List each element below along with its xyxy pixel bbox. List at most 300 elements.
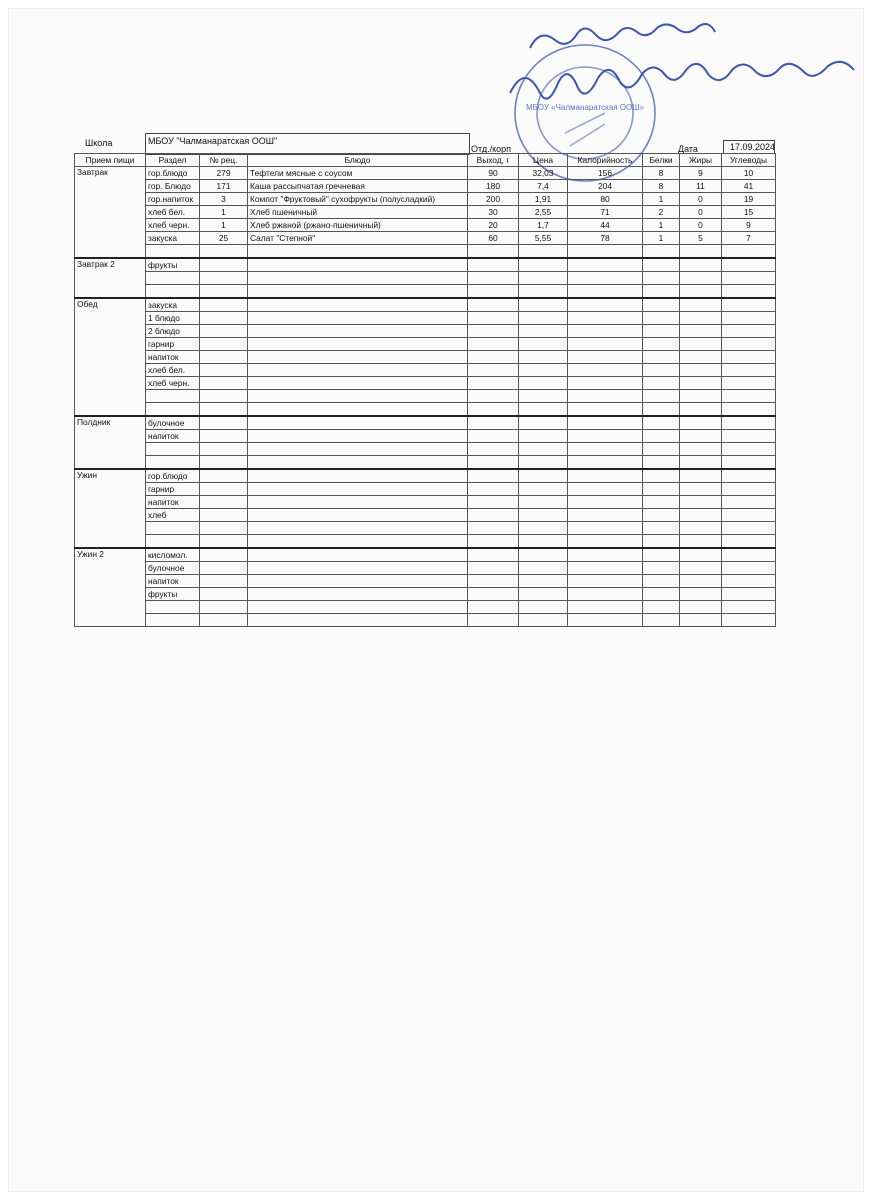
section-cell: булочное — [146, 562, 200, 575]
dish-cell — [248, 469, 468, 483]
recipe-cell: 3 — [200, 193, 248, 206]
recipe-cell — [200, 509, 248, 522]
weight-cell: 90 — [468, 167, 519, 180]
recipe-cell — [200, 548, 248, 562]
carbs-cell — [722, 456, 776, 470]
table-row — [75, 456, 776, 470]
protein-cell — [643, 364, 680, 377]
protein-cell — [643, 456, 680, 470]
dish-cell — [248, 272, 468, 285]
section-cell: закуска — [146, 232, 200, 245]
table-row — [75, 535, 776, 549]
recipe-cell — [200, 469, 248, 483]
fat-cell — [680, 338, 722, 351]
dish-cell — [248, 285, 468, 299]
carbs-cell — [722, 509, 776, 522]
table-row — [75, 193, 776, 206]
calories-cell: 204 — [568, 180, 643, 193]
dish-cell — [248, 245, 468, 259]
price-cell — [519, 522, 568, 535]
carbs-cell — [722, 562, 776, 575]
dish-cell — [248, 338, 468, 351]
carbs-cell — [722, 403, 776, 417]
price-cell — [519, 562, 568, 575]
price-cell — [519, 416, 568, 430]
fat-cell — [680, 325, 722, 338]
protein-cell — [643, 601, 680, 614]
weight-cell: 60 — [468, 232, 519, 245]
col-header-protein: Белки — [643, 154, 680, 167]
calories-cell — [568, 548, 643, 562]
weight-cell — [468, 272, 519, 285]
calories-cell — [568, 456, 643, 470]
recipe-cell — [200, 351, 248, 364]
recipe-cell — [200, 575, 248, 588]
section-cell: хлеб черн. — [146, 219, 200, 232]
dish-cell — [248, 509, 468, 522]
dish-cell — [248, 390, 468, 403]
protein-cell — [643, 469, 680, 483]
weight-cell: 200 — [468, 193, 519, 206]
section-cell: гарнир — [146, 338, 200, 351]
section-cell: хлеб бел. — [146, 364, 200, 377]
table-row — [75, 416, 776, 430]
section-cell: гарнир — [146, 483, 200, 496]
weight-cell — [468, 456, 519, 470]
recipe-cell — [200, 496, 248, 509]
recipe-cell: 25 — [200, 232, 248, 245]
school-name: МБОУ "Чалманаратская ООШ" — [148, 136, 278, 146]
fat-cell — [680, 601, 722, 614]
calories-cell — [568, 483, 643, 496]
calories-cell — [568, 509, 643, 522]
recipe-cell — [200, 390, 248, 403]
protein-cell — [643, 548, 680, 562]
protein-cell — [643, 614, 680, 627]
weight-cell: 30 — [468, 206, 519, 219]
section-cell: булочное — [146, 416, 200, 430]
fat-cell — [680, 522, 722, 535]
weight-cell — [468, 325, 519, 338]
school-label: Школа — [85, 138, 113, 148]
recipe-cell — [200, 614, 248, 627]
weight-cell — [468, 522, 519, 535]
dish-cell — [248, 601, 468, 614]
weight-cell — [468, 298, 519, 312]
section-cell: напиток — [146, 351, 200, 364]
calories-cell — [568, 522, 643, 535]
protein-cell — [643, 272, 680, 285]
section-cell: фрукты — [146, 258, 200, 272]
fat-cell — [680, 588, 722, 601]
table-row — [75, 496, 776, 509]
table-row — [75, 469, 776, 483]
table-row — [75, 443, 776, 456]
calories-cell — [568, 430, 643, 443]
col-header-weight: Выход, г — [468, 154, 519, 167]
protein-cell: 2 — [643, 206, 680, 219]
price-cell — [519, 430, 568, 443]
carbs-cell: 7 — [722, 232, 776, 245]
carbs-cell — [722, 258, 776, 272]
recipe-cell — [200, 456, 248, 470]
carbs-cell — [722, 443, 776, 456]
protein-cell: 1 — [643, 232, 680, 245]
carbs-cell — [722, 575, 776, 588]
section-cell: напиток — [146, 496, 200, 509]
weight-cell — [468, 548, 519, 562]
section-cell: гор.блюдо — [146, 469, 200, 483]
dept-label: Отд./корп — [471, 144, 511, 154]
weight-cell — [468, 377, 519, 390]
calories-cell: 80 — [568, 193, 643, 206]
carbs-cell — [722, 285, 776, 299]
date-label: Дата — [678, 144, 698, 154]
calories-cell — [568, 258, 643, 272]
table-row — [75, 258, 776, 272]
table-row — [75, 430, 776, 443]
recipe-cell — [200, 285, 248, 299]
section-cell: напиток — [146, 575, 200, 588]
price-cell: 2,55 — [519, 206, 568, 219]
weight-cell — [468, 285, 519, 299]
carbs-cell — [722, 548, 776, 562]
fat-cell — [680, 483, 722, 496]
price-cell: 1,91 — [519, 193, 568, 206]
menu-table — [74, 153, 776, 627]
price-cell: 32,03 — [519, 167, 568, 180]
fat-cell — [680, 430, 722, 443]
section-cell: гор.блюдо — [146, 167, 200, 180]
table-row — [75, 575, 776, 588]
calories-cell — [568, 364, 643, 377]
weight-cell — [468, 390, 519, 403]
dish-cell — [248, 364, 468, 377]
protein-cell — [643, 377, 680, 390]
calories-cell — [568, 390, 643, 403]
price-cell — [519, 325, 568, 338]
weight-cell — [468, 562, 519, 575]
calories-cell — [568, 496, 643, 509]
meal-name: Ужин — [75, 469, 146, 548]
weight-cell — [468, 245, 519, 259]
recipe-cell — [200, 338, 248, 351]
weight-cell — [468, 601, 519, 614]
carbs-cell — [722, 588, 776, 601]
price-cell — [519, 390, 568, 403]
price-cell — [519, 298, 568, 312]
price-cell — [519, 535, 568, 549]
fat-cell — [680, 614, 722, 627]
table-row — [75, 614, 776, 627]
recipe-cell — [200, 416, 248, 430]
recipe-cell: 1 — [200, 206, 248, 219]
protein-cell — [643, 285, 680, 299]
section-cell: напиток — [146, 430, 200, 443]
dish-cell — [248, 258, 468, 272]
protein-cell: 8 — [643, 167, 680, 180]
col-header-fat: Жиры — [680, 154, 722, 167]
weight-cell — [468, 403, 519, 417]
protein-cell — [643, 430, 680, 443]
dish-cell — [248, 312, 468, 325]
price-cell — [519, 509, 568, 522]
stamp-text: МБОУ «Чалманаратская ООШ» — [525, 103, 645, 112]
table-row — [75, 285, 776, 299]
recipe-cell — [200, 562, 248, 575]
calories-cell — [568, 285, 643, 299]
fat-cell — [680, 245, 722, 259]
fat-cell — [680, 351, 722, 364]
carbs-cell — [722, 338, 776, 351]
weight-cell — [468, 312, 519, 325]
price-cell — [519, 351, 568, 364]
carbs-cell: 9 — [722, 219, 776, 232]
section-cell — [146, 390, 200, 403]
weight-cell — [468, 588, 519, 601]
calories-cell — [568, 416, 643, 430]
recipe-cell — [200, 245, 248, 259]
table-row — [75, 351, 776, 364]
carbs-cell: 41 — [722, 180, 776, 193]
price-cell — [519, 364, 568, 377]
weight-cell — [468, 351, 519, 364]
price-cell — [519, 258, 568, 272]
price-cell — [519, 272, 568, 285]
weight-cell — [468, 258, 519, 272]
price-cell — [519, 588, 568, 601]
protein-cell — [643, 509, 680, 522]
fat-cell — [680, 443, 722, 456]
table-row — [75, 390, 776, 403]
carbs-cell — [722, 325, 776, 338]
calories-cell — [568, 469, 643, 483]
table-row — [75, 522, 776, 535]
recipe-cell — [200, 364, 248, 377]
price-cell — [519, 312, 568, 325]
fat-cell — [680, 496, 722, 509]
section-cell — [146, 403, 200, 417]
recipe-cell — [200, 535, 248, 549]
dish-cell — [248, 377, 468, 390]
carbs-cell: 10 — [722, 167, 776, 180]
section-cell — [146, 601, 200, 614]
protein-cell: 1 — [643, 219, 680, 232]
section-cell — [146, 245, 200, 259]
recipe-cell — [200, 601, 248, 614]
fat-cell — [680, 272, 722, 285]
fat-cell — [680, 312, 722, 325]
fat-cell — [680, 285, 722, 299]
table-row — [75, 548, 776, 562]
protein-cell — [643, 496, 680, 509]
calories-cell — [568, 403, 643, 417]
dish-cell: Компот "Фруктовый" сухофрукты (полусладкий) — [248, 193, 468, 206]
dish-cell — [248, 351, 468, 364]
dish-cell: Салат "Степной" — [248, 232, 468, 245]
calories-cell — [568, 272, 643, 285]
fat-cell — [680, 416, 722, 430]
weight-cell: 180 — [468, 180, 519, 193]
section-cell — [146, 272, 200, 285]
section-cell: 1 блюдо — [146, 312, 200, 325]
section-cell: фрукты — [146, 588, 200, 601]
dish-cell — [248, 456, 468, 470]
protein-cell — [643, 390, 680, 403]
recipe-cell — [200, 258, 248, 272]
weight-cell — [468, 469, 519, 483]
fat-cell: 5 — [680, 232, 722, 245]
carbs-cell: 15 — [722, 206, 776, 219]
table-row — [75, 245, 776, 259]
weight-cell — [468, 614, 519, 627]
carbs-cell — [722, 483, 776, 496]
dish-cell — [248, 535, 468, 549]
carbs-cell — [722, 364, 776, 377]
calories-cell: 44 — [568, 219, 643, 232]
meal-name: Ужин 2 — [75, 548, 146, 627]
price-cell: 5,55 — [519, 232, 568, 245]
calories-cell — [568, 443, 643, 456]
table-row — [75, 325, 776, 338]
meal-group — [75, 167, 776, 259]
price-cell — [519, 469, 568, 483]
carbs-cell: 19 — [722, 193, 776, 206]
dish-cell — [248, 325, 468, 338]
recipe-cell — [200, 483, 248, 496]
section-cell — [146, 443, 200, 456]
column-header-row — [75, 154, 776, 167]
fat-cell: 0 — [680, 219, 722, 232]
dish-cell: Хлеб ржаной (ржано-пшеничный) — [248, 219, 468, 232]
recipe-cell — [200, 325, 248, 338]
calories-cell — [568, 325, 643, 338]
price-cell — [519, 338, 568, 351]
fat-cell — [680, 298, 722, 312]
fat-cell: 11 — [680, 180, 722, 193]
meal-name: Обед — [75, 298, 146, 416]
carbs-cell — [722, 601, 776, 614]
section-cell: хлеб бел. — [146, 206, 200, 219]
table-row — [75, 562, 776, 575]
fat-cell — [680, 469, 722, 483]
calories-cell — [568, 298, 643, 312]
meal-group — [75, 416, 776, 469]
weight-cell — [468, 509, 519, 522]
protein-cell: 8 — [643, 180, 680, 193]
calories-cell — [568, 245, 643, 259]
fat-cell — [680, 258, 722, 272]
col-header-section: Раздел — [146, 154, 200, 167]
table-row — [75, 219, 776, 232]
section-cell: гор.напиток — [146, 193, 200, 206]
meal-group — [75, 258, 776, 298]
meal-group — [75, 469, 776, 548]
col-header-carbs: Углеводы — [722, 154, 776, 167]
protein-cell — [643, 575, 680, 588]
section-cell — [146, 614, 200, 627]
date-value: 17.09.2024 — [730, 142, 776, 152]
section-cell: кисломол. — [146, 548, 200, 562]
fat-cell — [680, 390, 722, 403]
protein-cell — [643, 403, 680, 417]
weight-cell — [468, 430, 519, 443]
fat-cell — [680, 364, 722, 377]
recipe-cell — [200, 522, 248, 535]
protein-cell — [643, 416, 680, 430]
protein-cell — [643, 562, 680, 575]
price-cell — [519, 456, 568, 470]
dish-cell — [248, 588, 468, 601]
table-row — [75, 180, 776, 193]
section-cell: 2 блюдо — [146, 325, 200, 338]
price-cell: 7,4 — [519, 180, 568, 193]
price-cell: 1,7 — [519, 219, 568, 232]
carbs-cell — [722, 535, 776, 549]
protein-cell — [643, 258, 680, 272]
calories-cell — [568, 377, 643, 390]
table-row — [75, 272, 776, 285]
calories-cell — [568, 338, 643, 351]
weight-cell — [468, 575, 519, 588]
price-cell — [519, 443, 568, 456]
dish-cell: Каша рассыпчатая гречневая — [248, 180, 468, 193]
calories-cell — [568, 535, 643, 549]
fat-cell — [680, 562, 722, 575]
recipe-cell — [200, 403, 248, 417]
table-row — [75, 588, 776, 601]
price-cell — [519, 483, 568, 496]
col-header-meal: Прием пищи — [75, 154, 146, 167]
carbs-cell — [722, 312, 776, 325]
table-row — [75, 509, 776, 522]
dish-cell — [248, 496, 468, 509]
meal-name: Завтрак — [75, 167, 146, 259]
price-cell — [519, 245, 568, 259]
table-row — [75, 364, 776, 377]
dish-cell — [248, 522, 468, 535]
price-cell — [519, 601, 568, 614]
dish-cell: Тефтели мясные с соусом — [248, 167, 468, 180]
dish-cell — [248, 403, 468, 417]
calories-cell: 78 — [568, 232, 643, 245]
price-cell — [519, 403, 568, 417]
dish-cell — [248, 483, 468, 496]
protein-cell — [643, 588, 680, 601]
protein-cell — [643, 338, 680, 351]
col-header-recipe: № рец. — [200, 154, 248, 167]
dish-cell — [248, 416, 468, 430]
section-cell — [146, 522, 200, 535]
meal-group — [75, 548, 776, 627]
protein-cell — [643, 245, 680, 259]
carbs-cell — [722, 430, 776, 443]
carbs-cell — [722, 416, 776, 430]
carbs-cell — [722, 522, 776, 535]
col-header-price: Цена — [519, 154, 568, 167]
dish-cell: Хлеб пшеничный — [248, 206, 468, 219]
dish-cell — [248, 298, 468, 312]
fat-cell — [680, 509, 722, 522]
calories-cell: 71 — [568, 206, 643, 219]
carbs-cell — [722, 377, 776, 390]
carbs-cell — [722, 245, 776, 259]
section-cell: хлеб — [146, 509, 200, 522]
calories-cell — [568, 614, 643, 627]
section-cell: хлеб черн. — [146, 377, 200, 390]
price-cell — [519, 614, 568, 627]
col-header-dish: Блюдо — [248, 154, 468, 167]
